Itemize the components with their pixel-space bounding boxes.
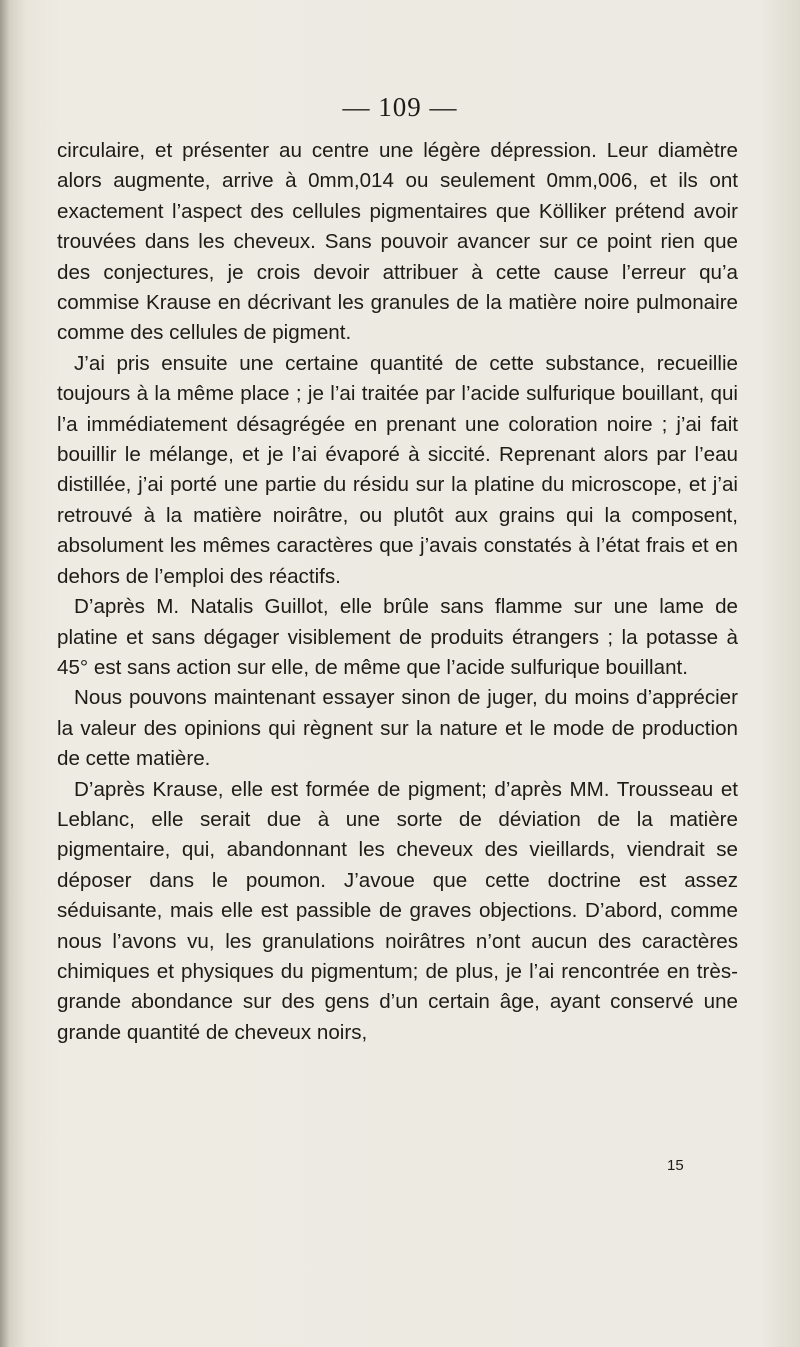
signature-mark: 15 xyxy=(667,1157,684,1174)
paragraph-4: Nous pouvons maintenant essayer sinon de juger, du moins d’apprécier la valeur des opinions qui règnent sur la nature et le mode de production de cette matière. xyxy=(57,686,738,771)
page-number-header: — 109 — xyxy=(342,92,458,122)
paragraph-3: D’après M. Natalis Guillot, elle brûle sans flamme sur une lame de platine et sans dégager visiblement de produits étrangers ; la potasse à 45° est sans action sur elle, de même que l’acide sulfurique bouillant. xyxy=(57,595,738,679)
paragraph-2: J’ai pris ensuite une certaine quantité de cette substance, recueillie toujours à la même place ; je l’ai traitée par l’acide sulfurique bouillant, qui l’a immédiatement désagrégée en prenant une coloration noire ; j’ai fait bouillir le mélange, et je l’ai évaporé à siccité. Reprenant alors par l’eau distillée, j’ai porté une partie du résidu sur la platine du microscope, et j’ai retrouvé à la matière noirâtre, ou plutôt aux grains qui la composent, absolument les mêmes caractères que j’avais constatés à l’état frais et en dehors de l’emploi des réactifs. xyxy=(57,351,738,588)
page-binding-shadow xyxy=(0,0,10,1347)
paragraph-1: circulaire, et présenter au centre une légère dépression. Leur diamètre alors augmente, arrive à 0mm,014 ou seulement 0mm,006, et ils ont exactement l’aspect des cellules pigmentaires que Kölliker prétend avoir trouvées dans les cheveux. Sans pouvoir avancer sur ce point rien que des conjectures, je crois devoir attribuer à cette cause l’erreur qu’a commise Krause en décrivant les granules de la matière noire pulmonaire comme des cellules de pigment. xyxy=(57,139,738,345)
paragraph-5: D’après Krause, elle est formée de pigment; d’après MM. Trousseau et Leblanc, elle serait due à une sorte de déviation de la matière pigmentaire, qui, abandonnant les cheveux des vieillards, viendrait se déposer dans le poumon. J’avoue que cette doctrine est assez séduisante, mais elle est passible de graves objections. D’abord, comme nous l’avons vu, les granulations noirâtres n’ont aucun des caractères chimiques et physiques du pigmentum; de plus, je l’ai rencontrée en très-grande abondance sur des gens d’un certain âge, ayant conservé une grande quantité de cheveux noirs, xyxy=(57,777,738,1044)
page-body xyxy=(57,136,738,1048)
